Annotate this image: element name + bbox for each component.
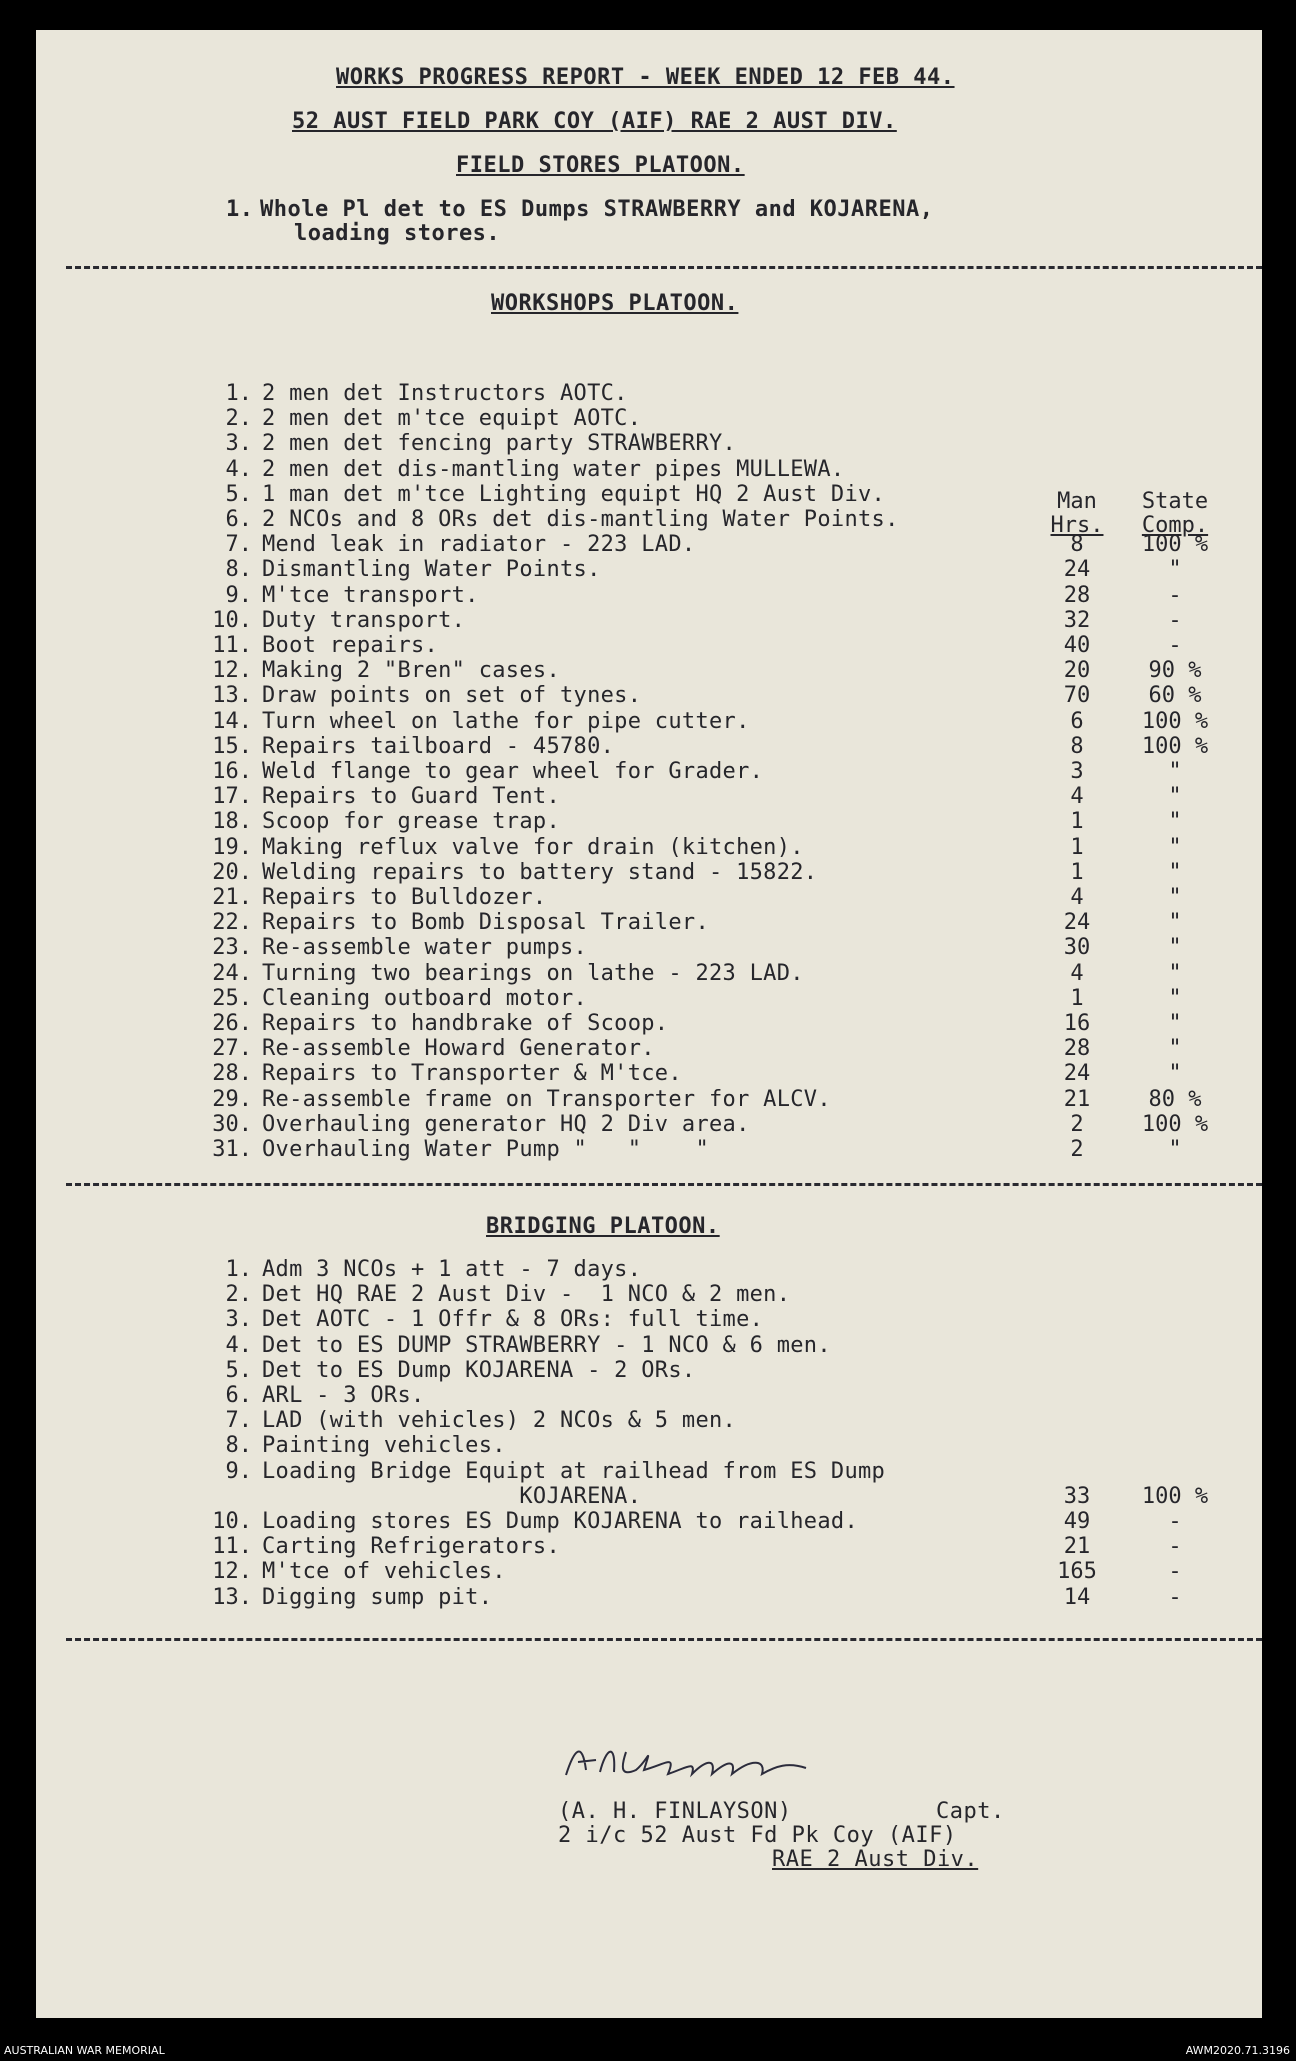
- col-state-header: State: [1141, 489, 1209, 514]
- workshops-item-number: 26.: [212, 1011, 252, 1036]
- workshops-item-state-complete: -: [1168, 633, 1182, 658]
- workshops-item-number: 2.: [225, 406, 252, 432]
- workshops-item-state-complete: 100 %: [1141, 1111, 1209, 1137]
- workshops-item-man-hours: 4: [1070, 960, 1084, 986]
- section-divider: [66, 1638, 1262, 1641]
- handwritten-signature: [556, 1730, 816, 1790]
- workshops-item-text: Overhauling generator HQ 2 Div area.: [262, 1111, 750, 1137]
- bridging-item-number: 11.: [212, 1534, 252, 1560]
- field-stores-title: FIELD STORES PLATOON.: [456, 153, 745, 178]
- workshops-item-man-hours: 40: [1063, 633, 1091, 658]
- workshops-item-text: Boot repairs.: [262, 633, 439, 658]
- workshops-item-number: 10.: [212, 607, 252, 633]
- bridging-item-text: ARL - 3 ORs.: [262, 1383, 425, 1408]
- workshops-item-man-hours: 3: [1070, 759, 1084, 784]
- workshops-item-number: 9.: [225, 582, 252, 608]
- workshops-item-text: Re-assemble Howard Generator.: [262, 1036, 655, 1062]
- bridging-item-text: Det AOTC - 1 Offr & 8 ORs: full time.: [262, 1307, 764, 1333]
- bridging-item-number: 1.: [225, 1257, 252, 1282]
- workshops-item-number: 8.: [225, 557, 252, 583]
- workshops-item-state-complete: 100 %: [1141, 708, 1209, 734]
- bridging-item-text: Painting vehicles.: [262, 1433, 506, 1459]
- workshops-item-state-complete: 80 %: [1148, 1086, 1202, 1112]
- bridging-item-man-hours: 33: [1063, 1483, 1091, 1509]
- workshops-item-number: 6.: [225, 507, 252, 532]
- workshops-item-text: Repairs tailboard - 45780.: [262, 733, 615, 759]
- unit-title: 52 AUST FIELD PARK COY (AIF) RAE 2 AUST DIV.: [292, 109, 897, 134]
- bridging-item-state-complete: -: [1168, 1584, 1182, 1610]
- bridging-title: BRIDGING PLATOON.: [486, 1214, 720, 1239]
- workshops-item-state-complete: ": [1168, 985, 1182, 1011]
- workshops-item-state-complete: 60 %: [1148, 683, 1202, 709]
- workshops-item-state-complete: ": [1168, 960, 1182, 986]
- bridging-item-text: KOJARENA.: [262, 1483, 642, 1509]
- workshops-item-man-hours: 2: [1070, 1111, 1084, 1137]
- workshops-item-man-hours: 8: [1070, 733, 1084, 759]
- workshops-title: WORKSHOPS PLATOON.: [491, 291, 739, 316]
- workshops-item-state-complete: -: [1168, 607, 1182, 633]
- workshops-item-text: 2 NCOs and 8 ORs det dis-mantling Water Points.: [262, 507, 899, 532]
- col-hrs-header: Hrs.: [1050, 513, 1104, 538]
- workshops-item-number: 21.: [212, 885, 252, 910]
- workshops-item-number: 5.: [225, 481, 252, 507]
- bridging-item-text: Det to ES DUMP STRAWBERRY - 1 NCO & 6 men.: [262, 1332, 831, 1358]
- bridging-item-text: Loading stores ES Dump KOJARENA to railhead.: [262, 1509, 858, 1534]
- bridging-item-number: 6.: [225, 1383, 252, 1408]
- workshops-item-text: Repairs to Bulldozer.: [262, 885, 547, 910]
- workshops-item-man-hours: 8: [1070, 532, 1084, 558]
- workshops-item-state-complete: ": [1168, 834, 1182, 860]
- bridging-item-number: 2.: [225, 1282, 252, 1308]
- workshops-item-text: Making 2 "Bren" cases.: [262, 658, 560, 684]
- workshops-item-text: Cleaning outboard motor.: [262, 985, 588, 1011]
- workshops-item-man-hours: 32: [1063, 607, 1091, 633]
- document-page: [36, 30, 1262, 2018]
- bridging-item-state-complete: -: [1168, 1534, 1182, 1560]
- workshops-item-number: 19.: [212, 834, 252, 860]
- col-comp-header: Comp.: [1141, 513, 1209, 538]
- workshops-item-text: Re-assemble water pumps.: [262, 935, 588, 961]
- bridging-item-text: Digging sump pit.: [262, 1584, 493, 1610]
- workshops-item-man-hours: 1: [1070, 859, 1084, 885]
- bridging-item-number: 10.: [212, 1509, 252, 1534]
- signatory-unit: RAE 2 Aust Div.: [772, 1847, 979, 1872]
- workshops-item-number: 17.: [212, 784, 252, 810]
- workshops-item-number: 20.: [212, 859, 252, 885]
- workshops-item-text: Weld flange to gear wheel for Grader.: [262, 759, 764, 784]
- workshops-item-text: Repairs to Guard Tent.: [262, 784, 560, 810]
- bridging-item-number: 4.: [225, 1332, 252, 1358]
- bridging-item-text: Loading Bridge Equipt at railhead from ES Dump: [262, 1458, 886, 1484]
- workshops-item-text: 2 men det Instructors AOTC.: [262, 381, 628, 406]
- workshops-item-number: 7.: [225, 532, 252, 558]
- workshops-item-man-hours: 24: [1063, 557, 1091, 583]
- workshops-item-state-complete: ": [1168, 1061, 1182, 1087]
- workshops-item-man-hours: 4: [1070, 784, 1084, 810]
- workshops-item-man-hours: 16: [1063, 1011, 1091, 1036]
- workshops-item-state-complete: ": [1168, 1036, 1182, 1062]
- bridging-item-text: Det to ES Dump KOJARENA - 2 ORs.: [262, 1357, 696, 1383]
- workshops-item-state-complete: ": [1168, 1011, 1182, 1036]
- workshops-item-man-hours: 4: [1070, 885, 1084, 910]
- archive-reference: AWM2020.71.3196: [1185, 2044, 1290, 2057]
- workshops-item-text: Duty transport.: [262, 607, 466, 633]
- workshops-item-text: Draw points on set of tynes.: [262, 683, 642, 709]
- bridging-item-man-hours: 21: [1063, 1534, 1091, 1560]
- bridging-item-number: 7.: [225, 1408, 252, 1434]
- workshops-item-man-hours: 2: [1070, 1137, 1084, 1162]
- workshops-item-number: 14.: [212, 708, 252, 734]
- workshops-item-number: 27.: [212, 1036, 252, 1062]
- signatory-rank: Capt.: [936, 1799, 1005, 1824]
- field-stores-item-number: 1.: [226, 197, 254, 222]
- bridging-item-number: 9.: [225, 1458, 252, 1484]
- workshops-item-number: 4.: [225, 456, 252, 482]
- archive-credit: AUSTRALIAN WAR MEMORIAL: [4, 2044, 165, 2057]
- workshops-item-text: Repairs to Bomb Disposal Trailer.: [262, 910, 709, 936]
- workshops-item-number: 24.: [212, 960, 252, 986]
- workshops-item-state-complete: ": [1168, 759, 1182, 784]
- workshops-item-number: 15.: [212, 733, 252, 759]
- workshops-item-text: 2 men det m'tce equipt AOTC.: [262, 406, 642, 432]
- bridging-item-text: Adm 3 NCOs + 1 att - 7 days.: [262, 1257, 642, 1282]
- bridging-item-man-hours: 165: [1057, 1559, 1097, 1585]
- bridging-item-state-complete: 100 %: [1141, 1483, 1209, 1509]
- bridging-item-number: 5.: [225, 1357, 252, 1383]
- workshops-item-state-complete: 100 %: [1141, 733, 1209, 759]
- workshops-item-man-hours: 28: [1063, 582, 1091, 608]
- workshops-item-number: 23.: [212, 935, 252, 961]
- workshops-item-text: 1 man det m'tce Lighting equipt HQ 2 Aust Div.: [262, 481, 886, 507]
- workshops-item-man-hours: 6: [1070, 708, 1084, 734]
- workshops-item-text: Welding repairs to battery stand - 15822.: [262, 859, 818, 885]
- bridging-item-text: Carting Refrigerators.: [262, 1534, 560, 1560]
- workshops-item-text: M'tce transport.: [262, 582, 479, 608]
- workshops-item-man-hours: 1: [1070, 985, 1084, 1011]
- bridging-item-text: LAD (with vehicles) 2 NCOs & 5 men.: [262, 1408, 737, 1434]
- workshops-item-state-complete: ": [1168, 1137, 1182, 1162]
- signatory-name: (A. H. FINLAYSON): [558, 1799, 792, 1824]
- workshops-item-text: Making reflux valve for drain (kitchen).: [262, 834, 804, 860]
- workshops-item-man-hours: 24: [1063, 1061, 1091, 1087]
- workshops-item-text: 2 men det fencing party STRAWBERRY.: [262, 431, 737, 457]
- col-man-header: Man: [1057, 489, 1097, 514]
- workshops-item-man-hours: 24: [1063, 910, 1091, 936]
- workshops-item-number: 25.: [212, 985, 252, 1011]
- workshops-item-man-hours: 28: [1063, 1036, 1091, 1062]
- workshops-item-number: 16.: [212, 759, 252, 784]
- workshops-item-number: 13.: [212, 683, 252, 709]
- workshops-item-number: 12.: [212, 658, 252, 684]
- workshops-item-number: 22.: [212, 910, 252, 936]
- field-stores-item-line1: Whole Pl det to ES Dumps STRAWBERRY and KOJARENA,: [260, 197, 934, 222]
- workshops-item-man-hours: 70: [1063, 683, 1091, 709]
- workshops-item-state-complete: ": [1168, 885, 1182, 910]
- signatory-appointment: 2 i/c 52 Aust Fd Pk Coy (AIF): [558, 1823, 957, 1848]
- workshops-item-number: 18.: [212, 809, 252, 835]
- workshops-item-number: 3.: [225, 431, 252, 457]
- workshops-item-man-hours: 20: [1063, 658, 1091, 684]
- section-divider: [66, 266, 1262, 269]
- workshops-item-number: 29.: [212, 1086, 252, 1112]
- bridging-item-text: Det HQ RAE 2 Aust Div - 1 NCO & 2 men.: [262, 1282, 791, 1308]
- workshops-item-text: Repairs to Transporter & M'tce.: [262, 1061, 682, 1087]
- workshops-item-text: 2 men det dis-mantling water pipes MULLEWA.: [262, 456, 845, 482]
- workshops-item-text: Re-assemble frame on Transporter for ALCV.: [262, 1086, 831, 1112]
- workshops-item-number: 1.: [225, 381, 252, 406]
- workshops-item-text: Overhauling Water Pump " " ": [262, 1137, 709, 1162]
- workshops-item-text: Turn wheel on lathe for pipe cutter.: [262, 708, 750, 734]
- bridging-item-number: 12.: [212, 1559, 252, 1585]
- workshops-item-state-complete: ": [1168, 784, 1182, 810]
- workshops-item-number: 28.: [212, 1061, 252, 1087]
- workshops-item-man-hours: 1: [1070, 809, 1084, 835]
- bridging-item-state-complete: -: [1168, 1559, 1182, 1585]
- workshops-item-text: Scoop for grease trap.: [262, 809, 560, 835]
- workshops-item-state-complete: ": [1168, 557, 1182, 583]
- bridging-item-man-hours: 49: [1063, 1509, 1091, 1534]
- workshops-item-state-complete: ": [1168, 859, 1182, 885]
- bridging-item-number: 8.: [225, 1433, 252, 1459]
- bridging-item-text: M'tce of vehicles.: [262, 1559, 506, 1585]
- workshops-item-number: 30.: [212, 1111, 252, 1137]
- workshops-item-state-complete: ": [1168, 935, 1182, 961]
- workshops-item-number: 31.: [212, 1137, 252, 1162]
- workshops-item-state-complete: -: [1168, 582, 1182, 608]
- workshops-item-man-hours: 21: [1063, 1086, 1091, 1112]
- workshops-item-state-complete: 100 %: [1141, 532, 1209, 558]
- report-title: WORKS PROGRESS REPORT - WEEK ENDED 12 FEB 44.: [336, 65, 955, 90]
- workshops-item-text: Repairs to handbrake of Scoop.: [262, 1011, 669, 1036]
- workshops-item-state-complete: 90 %: [1148, 658, 1202, 684]
- workshops-item-man-hours: 30: [1063, 935, 1091, 961]
- workshops-item-text: Dismantling Water Points.: [262, 557, 601, 583]
- workshops-item-state-complete: ": [1168, 910, 1182, 936]
- section-divider: [66, 1183, 1262, 1186]
- workshops-item-state-complete: ": [1168, 809, 1182, 835]
- bridging-item-man-hours: 14: [1063, 1584, 1091, 1610]
- workshops-item-man-hours: 1: [1070, 834, 1084, 860]
- workshops-item-text: Mend leak in radiator - 223 LAD.: [262, 532, 696, 558]
- workshops-item-number: 11.: [212, 633, 252, 658]
- field-stores-item-line2: loading stores.: [294, 221, 501, 246]
- bridging-item-state-complete: -: [1168, 1509, 1182, 1534]
- bridging-item-number: 13.: [212, 1584, 252, 1610]
- workshops-item-text: Turning two bearings on lathe - 223 LAD.: [262, 960, 804, 986]
- bridging-item-number: 3.: [225, 1307, 252, 1333]
